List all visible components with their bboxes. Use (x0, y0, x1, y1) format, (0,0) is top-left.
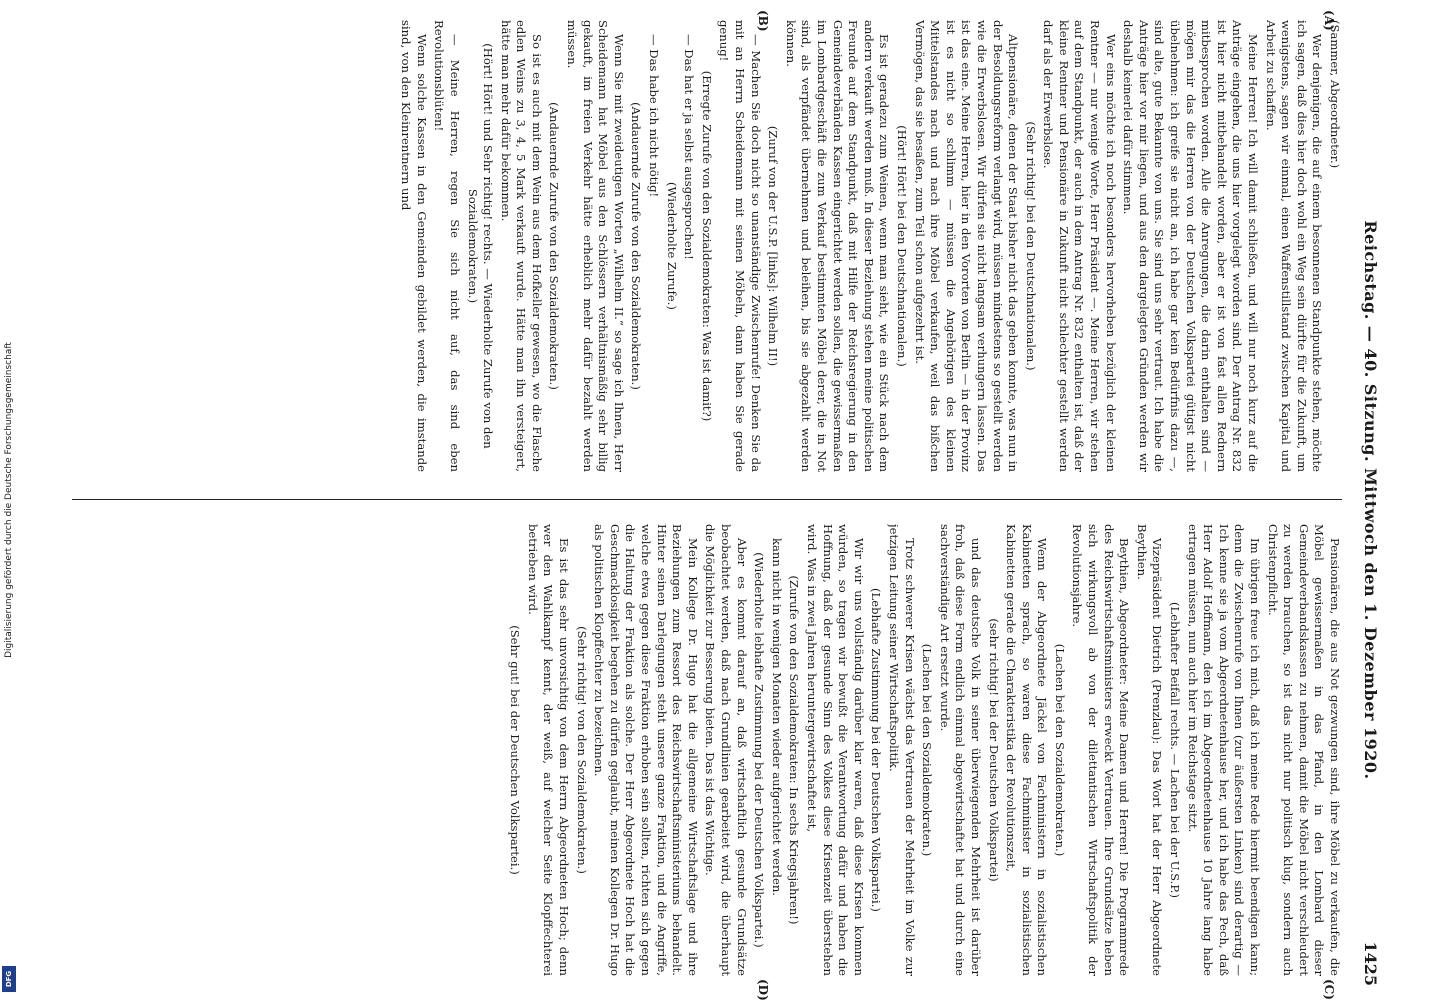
paragraph: kann nicht in wenigen Monaten wieder aufgerichtet werden. (769, 538, 784, 896)
paragraph: (Lebhafte Zustimmung bei der Deutschen Volkspartei.) (869, 588, 884, 912)
margin-mark-c: (C) (1322, 979, 1336, 1000)
scanned-page (52, 10, 1382, 1001)
paragraph: — Das habe ich nicht nötig! (647, 34, 662, 198)
paragraph: (Wiederholte lebhafte Zustimmung bei der Deutschen Volkspartei.) (752, 552, 767, 948)
dfg-logo-text: DFG (5, 970, 13, 988)
paragraph: (Hört! Hört! und Sehr richtig! rechts. — Wiederholte Zurufe von den Sozialdemokraten.) (465, 43, 496, 449)
paragraph: Wenn solche Kassen in den Gemeinden gebildet werden, die imstande sind, von den Kleinrentnern und (399, 20, 429, 472)
paragraph: Wer eins möchte ich noch besonders hervorheben bezüglich der kleinen Rentner — nur wenige Worte, Herr Präsident —. Meine Herren, wir stehen auf dem Standpunkt, der auch in dem Antrag Nr. 832 enthalten ist, daß der kleine Rentner und Pensionäre in Zukunft nicht schlechter gestellt werden darf als der Erwerbslose. (1041, 20, 1118, 472)
paragraph: (Zurufe von den Sozialdemokraten: In sechs Kriegsjahren!) (787, 575, 802, 925)
paragraph: (Lachen bei den Sozialdemokraten.) (1052, 643, 1067, 857)
speaker-continuation: (Sammer, Abgeordneter.) (1328, 20, 1342, 169)
paragraph: Meine Herren! Ich will damit schließen, und will nur noch kurz auf die Anträge eingehen, die uns hier vorgelegt worden sind. Der Antrag Nr. 832 ist hier nicht mitbehandelt worden, aber er ist von fast allen Rednern mitbesprochen worden. Alle die Anregungen, die darin enthalten sind — mögen mir das die Herren von der Deutschen Volkspartei gütigst nicht übelnehmen: ich greife sie nicht an, ich habe gar kein Bedürfnis dazu —, sind alte, gute Bekannte von uns. Sie sind uns sehr vertraut. Ich habe die Anträge hier vor mir liegen, und aus den dargelegten Gründen werden wir deshalb keinerlei dafür stimmen. (1121, 20, 1261, 472)
paragraph: Wenn Sie mit zweideutigen Worten „Wilhelm II.“ so sage ich Ihnen, Herr Scheidemann hat Möbel aus den Schlössern verhältnismäßig sehr billig gekauft, im freien Verkehr hätte erheblich mehr dafür bezahlt werden müssen. (565, 20, 626, 472)
paragraph: — Das hat er ja selbst ausgesprochen! (682, 34, 697, 260)
paragraph: Es ist geradezu zum Weinen, wenn man sieht, wie ein Stück nach dem andern verkauft werden muß. In dieser Beziehung stehen meine politischen Freunde auf dem Standpunkt, daß mit Hilfe der Reichsregierung in den Gemeindeverbänden Kassen eingerichtet werden sollen, die gewissermaßen im Lombardgeschäft die zum Verkauf bestimmten Möbel derer, die in Not sind, als verpfändet übernehmen und beleihen, bis sie abgezahlt werden können. (783, 20, 892, 472)
paragraph: Es ist das sehr unvorsichtig von dem Herrn Abgeordneten Hoch; denn wer den Wahlkampf kennt, der weiß, auf welcher Seite Klopffechterei betrieben wird. (525, 524, 572, 976)
column-rule (72, 499, 1342, 500)
paragraph: (sehr richtig! bei der Deutschen Volkspartei) (986, 618, 1001, 882)
paragraph: Aber es kommt darauf an, daß wirtschaftlich gesunde Grundsätze beobachtet werden, daß nach Grundlinien gearbeitet wird, die überhaupt die Möglichkeit zur Besserung bieten. Das ist das Wichtige. (703, 524, 749, 976)
right-column (72, 524, 1342, 976)
digitisation-credit: Digitalisierung gefördert durch die Deutsche Forschungsgemeinschaft (4, 342, 14, 658)
paragraph: (Lachen bei den Sozialdemokraten.) (920, 643, 935, 857)
digitisation-strip (0, 0, 18, 1000)
paragraph: Altpensionäre, denen der Staat bisher nicht das geben konnte, was nun in der Besoldungsreform verlangt wird, müssen mindestens so gestellt werden wie die Erwerbslosen. Wir dürfen sie nicht langsam verhungern lassen. Das ist das eine. Meine Herren, hier in den Vororten von Berlin — in der Provinz ist es nicht so schlimm — müssen die Angehörigen des kleinen Mittelstandes nach und nach ihre Möbel verkaufen, weil das bißchen Vermögen, das sie besaßen, zum Teil schon aufgezehrt ist. (912, 20, 1021, 472)
paragraph: Wer denjenigen, die auf einem besonnenen Standpunkte stehen, möchte ich sagen, daß dies hier doch wohl ein Weg sein dürfte für die Zukunft, um wenigstens, sagen wir einmal, einen Waffenstillstand zwischen Kapital und Arbeit zu schaffen. (1263, 20, 1325, 472)
paragraph: Wir wir uns vollständig darüber klar waren, daß diese Krisen kommen würden, so tragen wir bewußt die Verantwortung dafür und haben die Hoffnung, daß der gesunde Sinn des Volkes diese Krisenzeit überstehen wird. Was in zwei Jahren heruntergewirtschaftet ist, (805, 524, 866, 976)
left-column-paragraphs (398, 20, 1325, 472)
page-header (1354, 14, 1382, 986)
paragraph: So ist es auch mit dem Wein aus dem Hofkeller gewesen, wo die Flasche edlen Weins zu 3, 4, 5 Mark verkauft wurde. Hätte man ihn versteigert, hätte man mehr dafür bekommen. (498, 20, 544, 472)
paragraph: (Hört! Hört! bei den Deutschnationalen.) (894, 125, 909, 367)
paragraph: — Machen Sie doch nicht so unanständige Zwischenrufe! Denken Sie da mit an Herrn Scheidemann mit seinen Möbeln, dann haben Sie gerade genug! (717, 20, 763, 472)
paragraph: Wenn der Abgeordnete Jäckel von Fachministern in sozialistischen Kabinetten sprach, so waren diese Fachminister in sozialistischen Kabinetten gerade die Charakteristika der Revolutionszeit, (1004, 524, 1050, 976)
paragraph: und das deutsche Volk in seiner überwiegenden Mehrheit ist darüber froh, daß diese Form endlich einmal abgewirtschaftet hat und durch eine sachverständige Art ersetzt wurde. (937, 524, 983, 976)
paragraph: (Zuruf von der U.S.P. [links]: Wilhelm II!) (766, 125, 781, 367)
paragraph: (Sehr richtig! bei den Deutschnationalen.) (1023, 121, 1038, 371)
paragraph: (Sehr richtig! von den Sozialdemokraten.) (574, 626, 589, 874)
paragraph: Vizepräsident Dietrich (Prenzlau): Das Wort hat der Herr Abgeordnete Beythien. (1134, 524, 1165, 976)
page-number: 1425 (1361, 941, 1380, 986)
paragraph: (Wiederholte Zurufe.) (664, 182, 679, 310)
margin-mark-b: (B) (756, 10, 770, 32)
paragraph: (Andauernde Zurufe von den Sozialdemokraten.) (547, 102, 562, 390)
right-column-paragraphs (507, 524, 1342, 976)
paragraph: Mein Kollege Dr. Hugo hat die allgemeine Wirtschaftslage und ihre Beziehungen zum Ressort des Reichswirtschaftsministeriums behandelt. Hinter seinen Darlegungen steht unsere ganze Fraktion, und die Angriffe, welche etwa gegen diese Fraktion erhoben sein sollten, richten sich gegen die Haltung der Fraktion als solche. Der Herr Abgeordnete Hoch hat die Geschmacklosigkeit begehen zu dürfen geglaubt, meinen Kollegen Dr. Hugo als politischen Klopffechter zu bezeichnen. (592, 524, 700, 976)
paragraph: (Andauernde Zurufe von den Sozialdemokraten.) (629, 102, 644, 390)
paragraph: Beythien, Abgeordneter: Meine Damen und Herren! Die Programmrede des Reichswirtschaftsministers erweckt Vertrauen. Ihre Grundsätze heben sich wirkungsvoll ab von der dilettantischen Wirtschaftspolitik der Revolutionsjahre. (1070, 524, 1132, 976)
margin-mark-d: (D) (756, 979, 770, 1001)
dfg-logo (2, 966, 16, 992)
left-column (72, 20, 1342, 472)
paragraph: Trotz schwerer Krisen wächst das Vertrauen der Mehrheit im Volke zur jetzigen Leitung seiner Wirtschaftspolitik. (886, 524, 917, 976)
paragraph: (Erregte Zurufe von den Sozialdemokraten: Was ist damit?) (699, 70, 714, 422)
running-head: Reichstag. — 40. Sitzung. Mittwoch den 1. Dezember 1920. (1361, 220, 1380, 780)
paragraph: — Meine Herren, regen Sie sich nicht auf, das sind eben Revolutionsblüten! (432, 20, 462, 472)
margin-mark-a: (A) (1322, 10, 1336, 31)
paragraph: Im übrigen freue ich mich, daß ich meine Rede hiermit beendigen kann; denn die Zwischenrufe von Ihnen (zur äußersten Linken) sind derartig — Ich kenne sie ja vom Abgeordnetenhause her, und ich habe das Pech, daß Herr Adolf Hoffmann, den ich im Abgeordnetenhause 10 Jahre lang habe ertragen müssen, nun auch hier im Reichstage sitzt. (1185, 524, 1263, 976)
paragraph: Pensionären, die aus Not gezwungen sind, ihre Möbel zu verkaufen, die Möbel gewissermaßen in das Pfand, in den Lombard dieser Gemeindeverbandskassen zu nehmen, damit die Möbel nicht verschleudert zu werden brauchen, so ist das nicht nur politisch klug, sondern auch Christenpflicht. (1265, 524, 1342, 976)
paragraph: (Sehr gut! bei der Deutschen Volkspartei.) (508, 625, 523, 875)
paragraph: (Lebhafter Beifall rechts. — Lachen bei der U.S.P.) (1168, 602, 1183, 898)
